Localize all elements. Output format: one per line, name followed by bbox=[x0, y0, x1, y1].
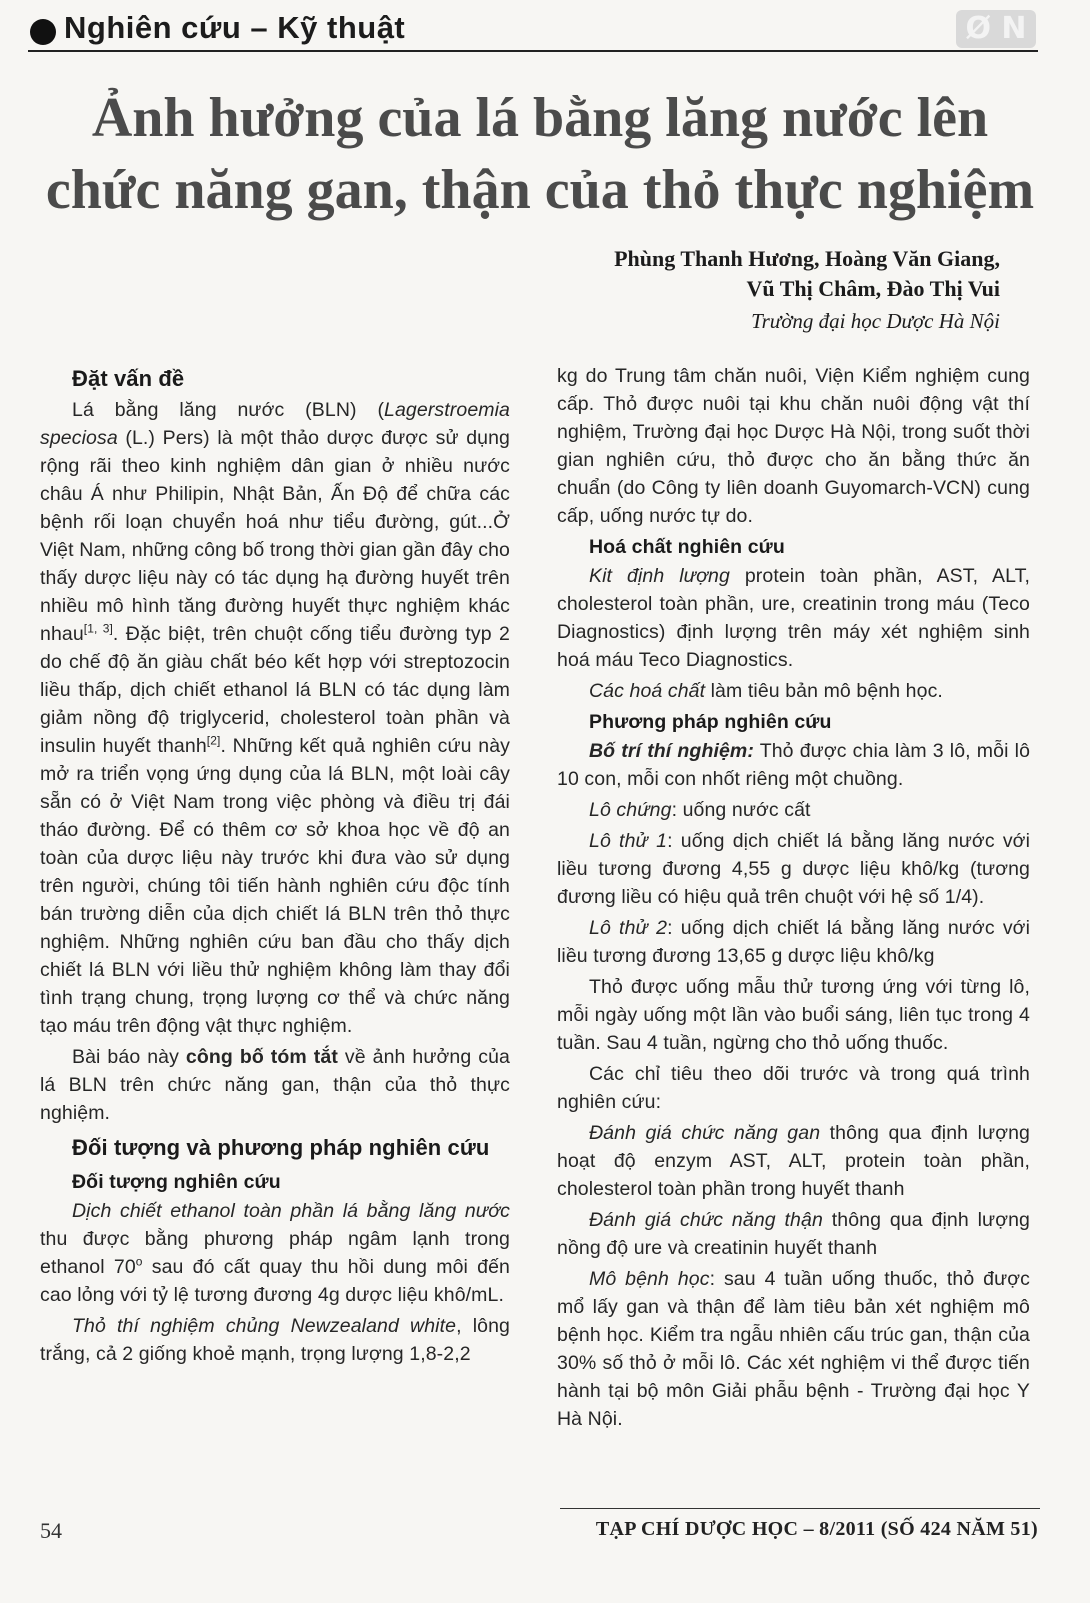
bullet-icon bbox=[30, 19, 56, 45]
text-run: thông qua định lượng nồng độ ure và creatinin huyết thanh bbox=[557, 1209, 1030, 1259]
paragraph-test-group-1 bbox=[557, 827, 1030, 911]
paragraph-liver bbox=[557, 1119, 1030, 1203]
citation: [1, 3] bbox=[83, 621, 113, 636]
section-title: Nghiên cứu – Kỹ thuật bbox=[64, 10, 406, 45]
text-run: : sau 4 tuần uống thuốc, thỏ được mổ lấy gan và thận để làm tiêu bản xét nghiệm mô bệnh học. Kiểm tra ngẫu nhiên cấu trúc gan, thận của 30% số thỏ ở mỗi lô. Các xét nghiệm vi thể được tiến hành tại bộ môn Giải phẫu bệnh - Trường đại học Y Hà Nội. bbox=[557, 1268, 1030, 1430]
emphasis: Đánh giá chức năng gan bbox=[589, 1122, 821, 1144]
text-run: thông qua định lượng hoạt độ enzym AST, ALT, protein toàn phần, cholesterol toàn phần trong huyết thanh bbox=[557, 1122, 1030, 1200]
journal-logo-icon: Ø N bbox=[956, 10, 1036, 48]
text-run: làm tiêu bản mô bệnh học. bbox=[705, 680, 943, 702]
paragraph-control-group bbox=[557, 796, 1030, 824]
emphasis: công bố tóm tắt bbox=[185, 1046, 338, 1068]
paragraph-kit bbox=[557, 562, 1030, 674]
citation: [2] bbox=[206, 733, 221, 748]
text-run: , lông trắng, cả 2 giống khoẻ mạnh, trọng lượng 1,8-2,2 bbox=[40, 1315, 510, 1365]
paragraph-rabbits-cont: kg do Trung tâm chăn nuôi, Viện Kiểm nghiệm cung cấp. Thỏ được nuôi tại khu chăn nuôi động vật thí nghiệm, Trường đại học Dược Hà Nội, trong suốt thời gian nghiên cứu, thỏ được cho ăn bằng thức ăn chuẩn (do Công ty liên doanh Guyomarch-VCN) cung cấp, uống nước tự do. bbox=[557, 365, 1030, 527]
text-run: Bài báo này bbox=[72, 1046, 186, 1068]
affiliation: Trường đại học Dược Hà Nội bbox=[751, 309, 1000, 333]
emphasis: Kit định lượng bbox=[589, 565, 730, 587]
section-header bbox=[28, 6, 1038, 52]
emphasis: Thỏ thí nghiệm chủng Newzealand white bbox=[72, 1315, 457, 1337]
paragraph-chemicals bbox=[557, 677, 1030, 705]
authors-block bbox=[500, 244, 1000, 336]
paragraph-extract bbox=[40, 1197, 510, 1309]
text-run: . Những kết quả nghiên cứu này mở ra triển vọng ứng dụng của lá BLN, một loài cây sẵn có ở Việt Nam trong việc phòng và điều trị đái tháo đường. Để có thêm cơ sở khoa học về độ an toàn của dược liệu này trước khi đưa vào sử dụng trên người, chúng tôi tiến hành nghiên cứu độc tính bán trường diễn của dịch chiết lá BLN trên thỏ thực nghiệm. Những nghiên cứu ban đầu cho thấy dịch chiết lá BLN với liều thử nghiệm không làm thay đổi tình trạng chung, trọng lượng cơ thể và chức năng tạo máu trên động vật thực nghiệm. bbox=[40, 735, 510, 1037]
emphasis: Dịch chiết ethanol toàn phần lá bằng lăng nước bbox=[72, 1200, 510, 1222]
emphasis: Bố trí thí nghiệm: bbox=[589, 740, 754, 762]
text-run: Lá bằng lăng nước (BLN) ( bbox=[72, 399, 385, 421]
title-line-2: chức năng gan, thận của thỏ thực nghiệm bbox=[45, 159, 1035, 221]
emphasis: Lô chứng bbox=[589, 799, 672, 821]
title-line-1: Ảnh hưởng của lá bằng lăng nước lên bbox=[91, 87, 989, 149]
left-column bbox=[40, 362, 510, 1368]
heading-method: Phương pháp nghiên cứu bbox=[589, 711, 832, 733]
emphasis: Các hoá chất bbox=[589, 680, 706, 702]
right-column bbox=[557, 362, 1030, 1433]
paragraph-dosing: Thỏ được uống mẫu thử tương ứng với từng lô, mỗi ngày uống một lần vào buổi sáng, liên tục trong 4 tuần. Sau 4 tuần, ngừng cho thỏ uống thuốc. bbox=[557, 976, 1030, 1054]
journal-footer: TẠP CHÍ DƯỢC HỌC – 8/2011 (SỐ 424 NĂM 51) bbox=[595, 1518, 1038, 1540]
paragraph-indicators: Các chỉ tiêu theo dõi trước và trong quá trình nghiên cứu: bbox=[557, 1063, 1030, 1113]
text-run: về ảnh hưởng của lá BLN trên chức năng gan, thận của thỏ thực nghiệm. bbox=[40, 1046, 510, 1124]
authors-line-1: Phùng Thanh Hương, Hoàng Văn Giang, bbox=[614, 246, 1000, 271]
paragraph-design bbox=[557, 737, 1030, 793]
paragraph-intro-1 bbox=[40, 396, 510, 1040]
paragraph-test-group-2 bbox=[557, 914, 1030, 970]
emphasis: Lô thử 2 bbox=[589, 917, 668, 939]
text-run: sau đó cất quay thu hồi dung môi đến cao lỏng với tỷ lệ tương đương 4g dược liệu khô/mL. bbox=[40, 1256, 510, 1306]
paragraph-intro-2 bbox=[40, 1043, 510, 1127]
text-run: : uống nước cất bbox=[671, 799, 811, 821]
degree-sign: o bbox=[135, 1254, 143, 1269]
footer-divider bbox=[560, 1508, 1040, 1509]
paragraph-histology bbox=[557, 1265, 1030, 1433]
text-run: thu được bằng phương pháp ngâm lạnh trong ethanol 70 bbox=[40, 1228, 510, 1278]
paragraph-rabbits bbox=[40, 1312, 510, 1368]
authors-line-2: Vũ Thị Châm, Đào Thị Vui bbox=[746, 276, 1000, 301]
emphasis: Đánh giá chức năng thận bbox=[589, 1209, 823, 1231]
text-run: (L.) Pers) là một thảo dược được sử dụng rộng rãi theo kinh nghiệm dân gian ở nhiều nước châu Á như Philipin, Nhật Bản, Ấn Độ để chữa các bệnh rối loạn chuyển hoá như tiểu đường, gút...Ở Việt Nam, những công bố trong thời gian gần đây cho thấy dược liệu này có tác dụng hạ đường huyết trên nhiều mô hình tăng đường huyết thực nghiệm khác nhau bbox=[40, 427, 510, 645]
text-run: Thỏ được chia làm 3 lô, mỗi lô 10 con, mỗi con nhốt riêng một chuồng. bbox=[557, 740, 1031, 790]
heading-introduction: Đặt vấn đề bbox=[72, 366, 185, 391]
species-name: Lagerstroemia speciosa bbox=[40, 399, 510, 449]
text-run: : uống dịch chiết lá bằng lăng nước với liều tương đương 4,55 g dược liệu khô/kg (tương đương liều có hiệu quả trên chuột với hệ số 1/4). bbox=[557, 830, 1031, 908]
emphasis: Lô thử 1 bbox=[589, 830, 668, 852]
emphasis: Mô bệnh học bbox=[589, 1268, 710, 1290]
heading-subjects: Đối tượng nghiên cứu bbox=[72, 1171, 281, 1193]
heading-methods: Đối tượng và phương pháp nghiên cứu bbox=[72, 1135, 490, 1160]
page-number: 54 bbox=[40, 1518, 62, 1543]
text-run: : uống dịch chiết lá bằng lăng nước với liều tương đương 13,65 g dược liệu khô/kg bbox=[557, 917, 1031, 967]
text-run: protein toàn phần, AST, ALT, cholesterol toàn phần, ure, creatinin trong máu (Teco Diagnostics) định lượng trên máy xét nghiệm sinh hoá máu Teco Diagnostics. bbox=[557, 565, 1030, 671]
text-run: . Đặc biệt, trên chuột cống tiểu đường typ 2 do chế độ ăn giàu chất béo kết hợp với streptozocin liều thấp, dịch chiết ethanol lá BLN có tác dụng làm giảm nồng độ triglycerid, cholesterol toàn phần và insulin huyết thanh bbox=[40, 623, 510, 757]
paragraph-kidney bbox=[557, 1206, 1030, 1262]
article-title bbox=[40, 82, 1040, 226]
heading-chemicals: Hoá chất nghiên cứu bbox=[589, 536, 785, 558]
